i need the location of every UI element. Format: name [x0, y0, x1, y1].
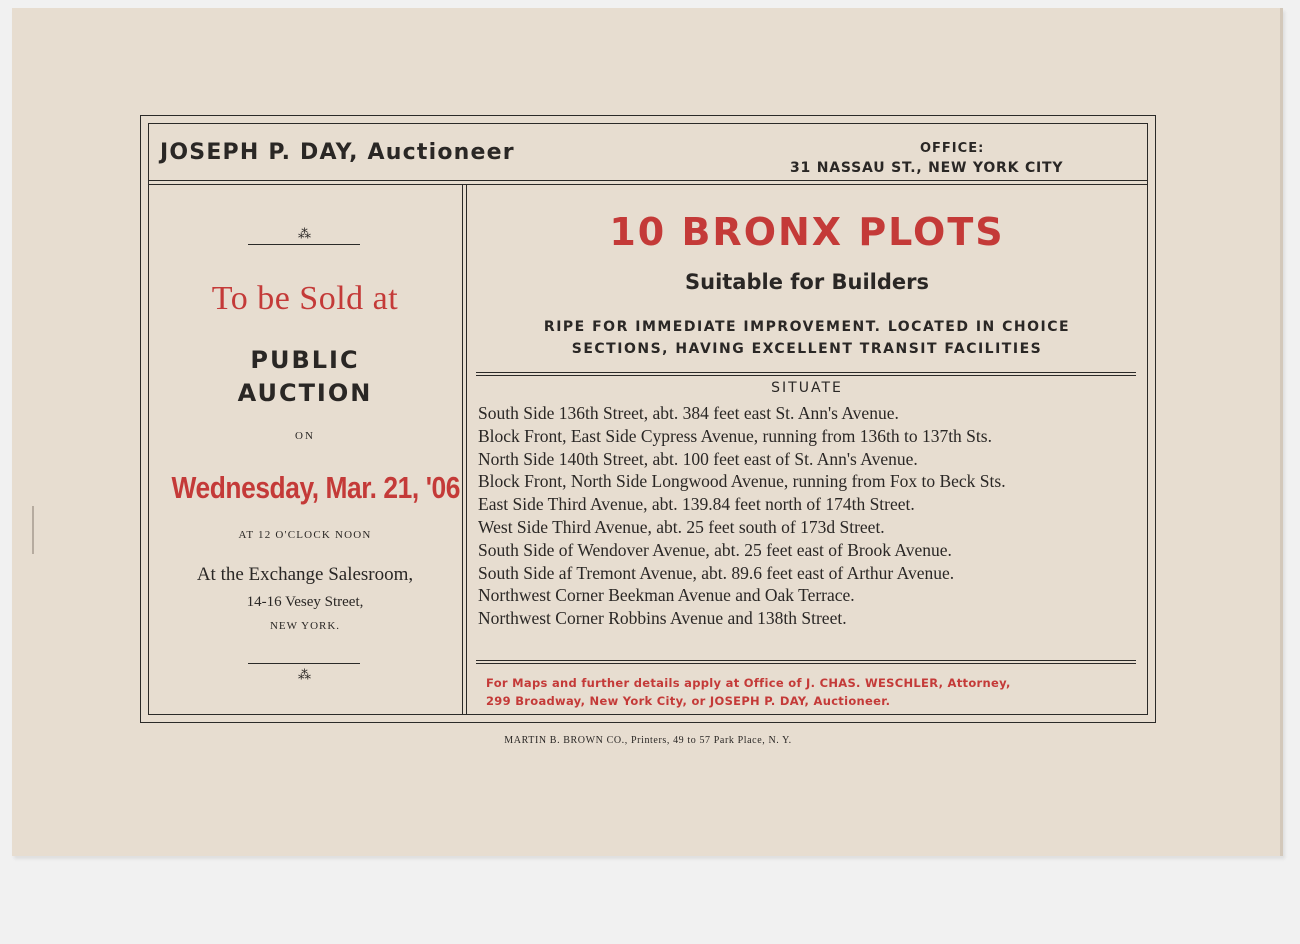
printer-credit: MARTIN B. BROWN CO., Printers, 49 to 57 Park Place, N. Y.	[504, 735, 792, 746]
situate-label: SITUATE	[771, 380, 843, 396]
plot-item: East Side Third Avenue, abt. 139.84 feet north of 174th Street.	[478, 494, 915, 515]
ornament-top: ⁂	[298, 227, 312, 242]
plot-item: Northwest Corner Beekman Avenue and Oak Terrace.	[478, 585, 855, 606]
plot-item: West Side Third Avenue, abt. 25 feet south of 173d Street.	[478, 516, 885, 537]
improvement-note	[466, 316, 1148, 360]
plot-item: Northwest Corner Robbins Avenue and 138th Street.	[478, 608, 847, 629]
ornament-rule-top	[248, 244, 360, 245]
situate-rule-double	[476, 375, 1136, 376]
contact-details	[486, 674, 1146, 710]
improvement-note-line-1: RIPE FOR IMMEDIATE IMPROVEMENT. LOCATED IN CHOICE	[543, 319, 1071, 335]
on-text: ON	[295, 430, 315, 442]
details-rule	[476, 660, 1136, 661]
binding-stitch	[32, 506, 34, 554]
office-label: OFFICE:	[920, 141, 985, 156]
sale-date: Wednesday, Mar. 21, '06	[171, 470, 460, 505]
plot-item: South Side af Tremont Avenue, abt. 89.6 feet east of Arthur Avenue.	[478, 562, 955, 583]
sale-details-column	[148, 184, 462, 715]
to-be-sold-heading: To be Sold at	[211, 280, 399, 317]
situate-rule	[476, 372, 1136, 373]
auctioneer-name: JOSEPH P. DAY, Auctioneer	[160, 140, 515, 165]
improvement-note-line-2: SECTIONS, HAVING EXCELLENT TRANSIT FACILITIES	[571, 341, 1043, 357]
plots-column	[466, 184, 1148, 715]
contact-details-line-1: For Maps and further details apply at Office of J. CHAS. WESCHLER, Attorney,	[486, 676, 1011, 690]
plot-item: South Side of Wendover Avenue, abt. 25 feet east of Brook Avenue.	[478, 539, 952, 560]
contact-details-line-2: 299 Broadway, New York City, or JOSEPH P. DAY, Auctioneer.	[486, 694, 891, 708]
plot-list	[478, 402, 1143, 630]
salesroom-name: At the Exchange Salesroom,	[196, 564, 414, 585]
public-line: PUBLIC	[250, 346, 360, 374]
salesroom-street: 14-16 Vesey Street,	[246, 594, 364, 610]
plot-item: South Side 136th Street, abt. 384 feet east St. Ann's Avenue.	[478, 403, 899, 423]
sale-time: AT 12 O'CLOCK NOON	[238, 529, 372, 541]
plot-item: Block Front, North Side Longwood Avenue, running from Fox to Beck Sts.	[478, 471, 1006, 492]
public-auction-heading	[148, 344, 462, 410]
plot-item: Block Front, East Side Cypress Avenue, running from 136th to 137th Sts.	[478, 425, 992, 446]
details-rule-double	[476, 663, 1136, 664]
ornament-bottom: ⁂	[298, 668, 312, 683]
main-title: 10 BRONX PLOTS	[609, 210, 1005, 254]
header-rule	[148, 180, 1148, 181]
plot-item: North Side 140th Street, abt. 100 feet east of St. Ann's Avenue.	[478, 448, 918, 469]
auction-line: AUCTION	[237, 379, 373, 407]
office-address: 31 NASSAU ST., NEW YORK CITY	[790, 160, 1064, 176]
salesroom-city: NEW YORK.	[269, 620, 341, 632]
subtitle: Suitable for Builders	[685, 270, 929, 294]
column-divider	[462, 184, 463, 715]
ornament-rule-bottom	[248, 663, 360, 664]
